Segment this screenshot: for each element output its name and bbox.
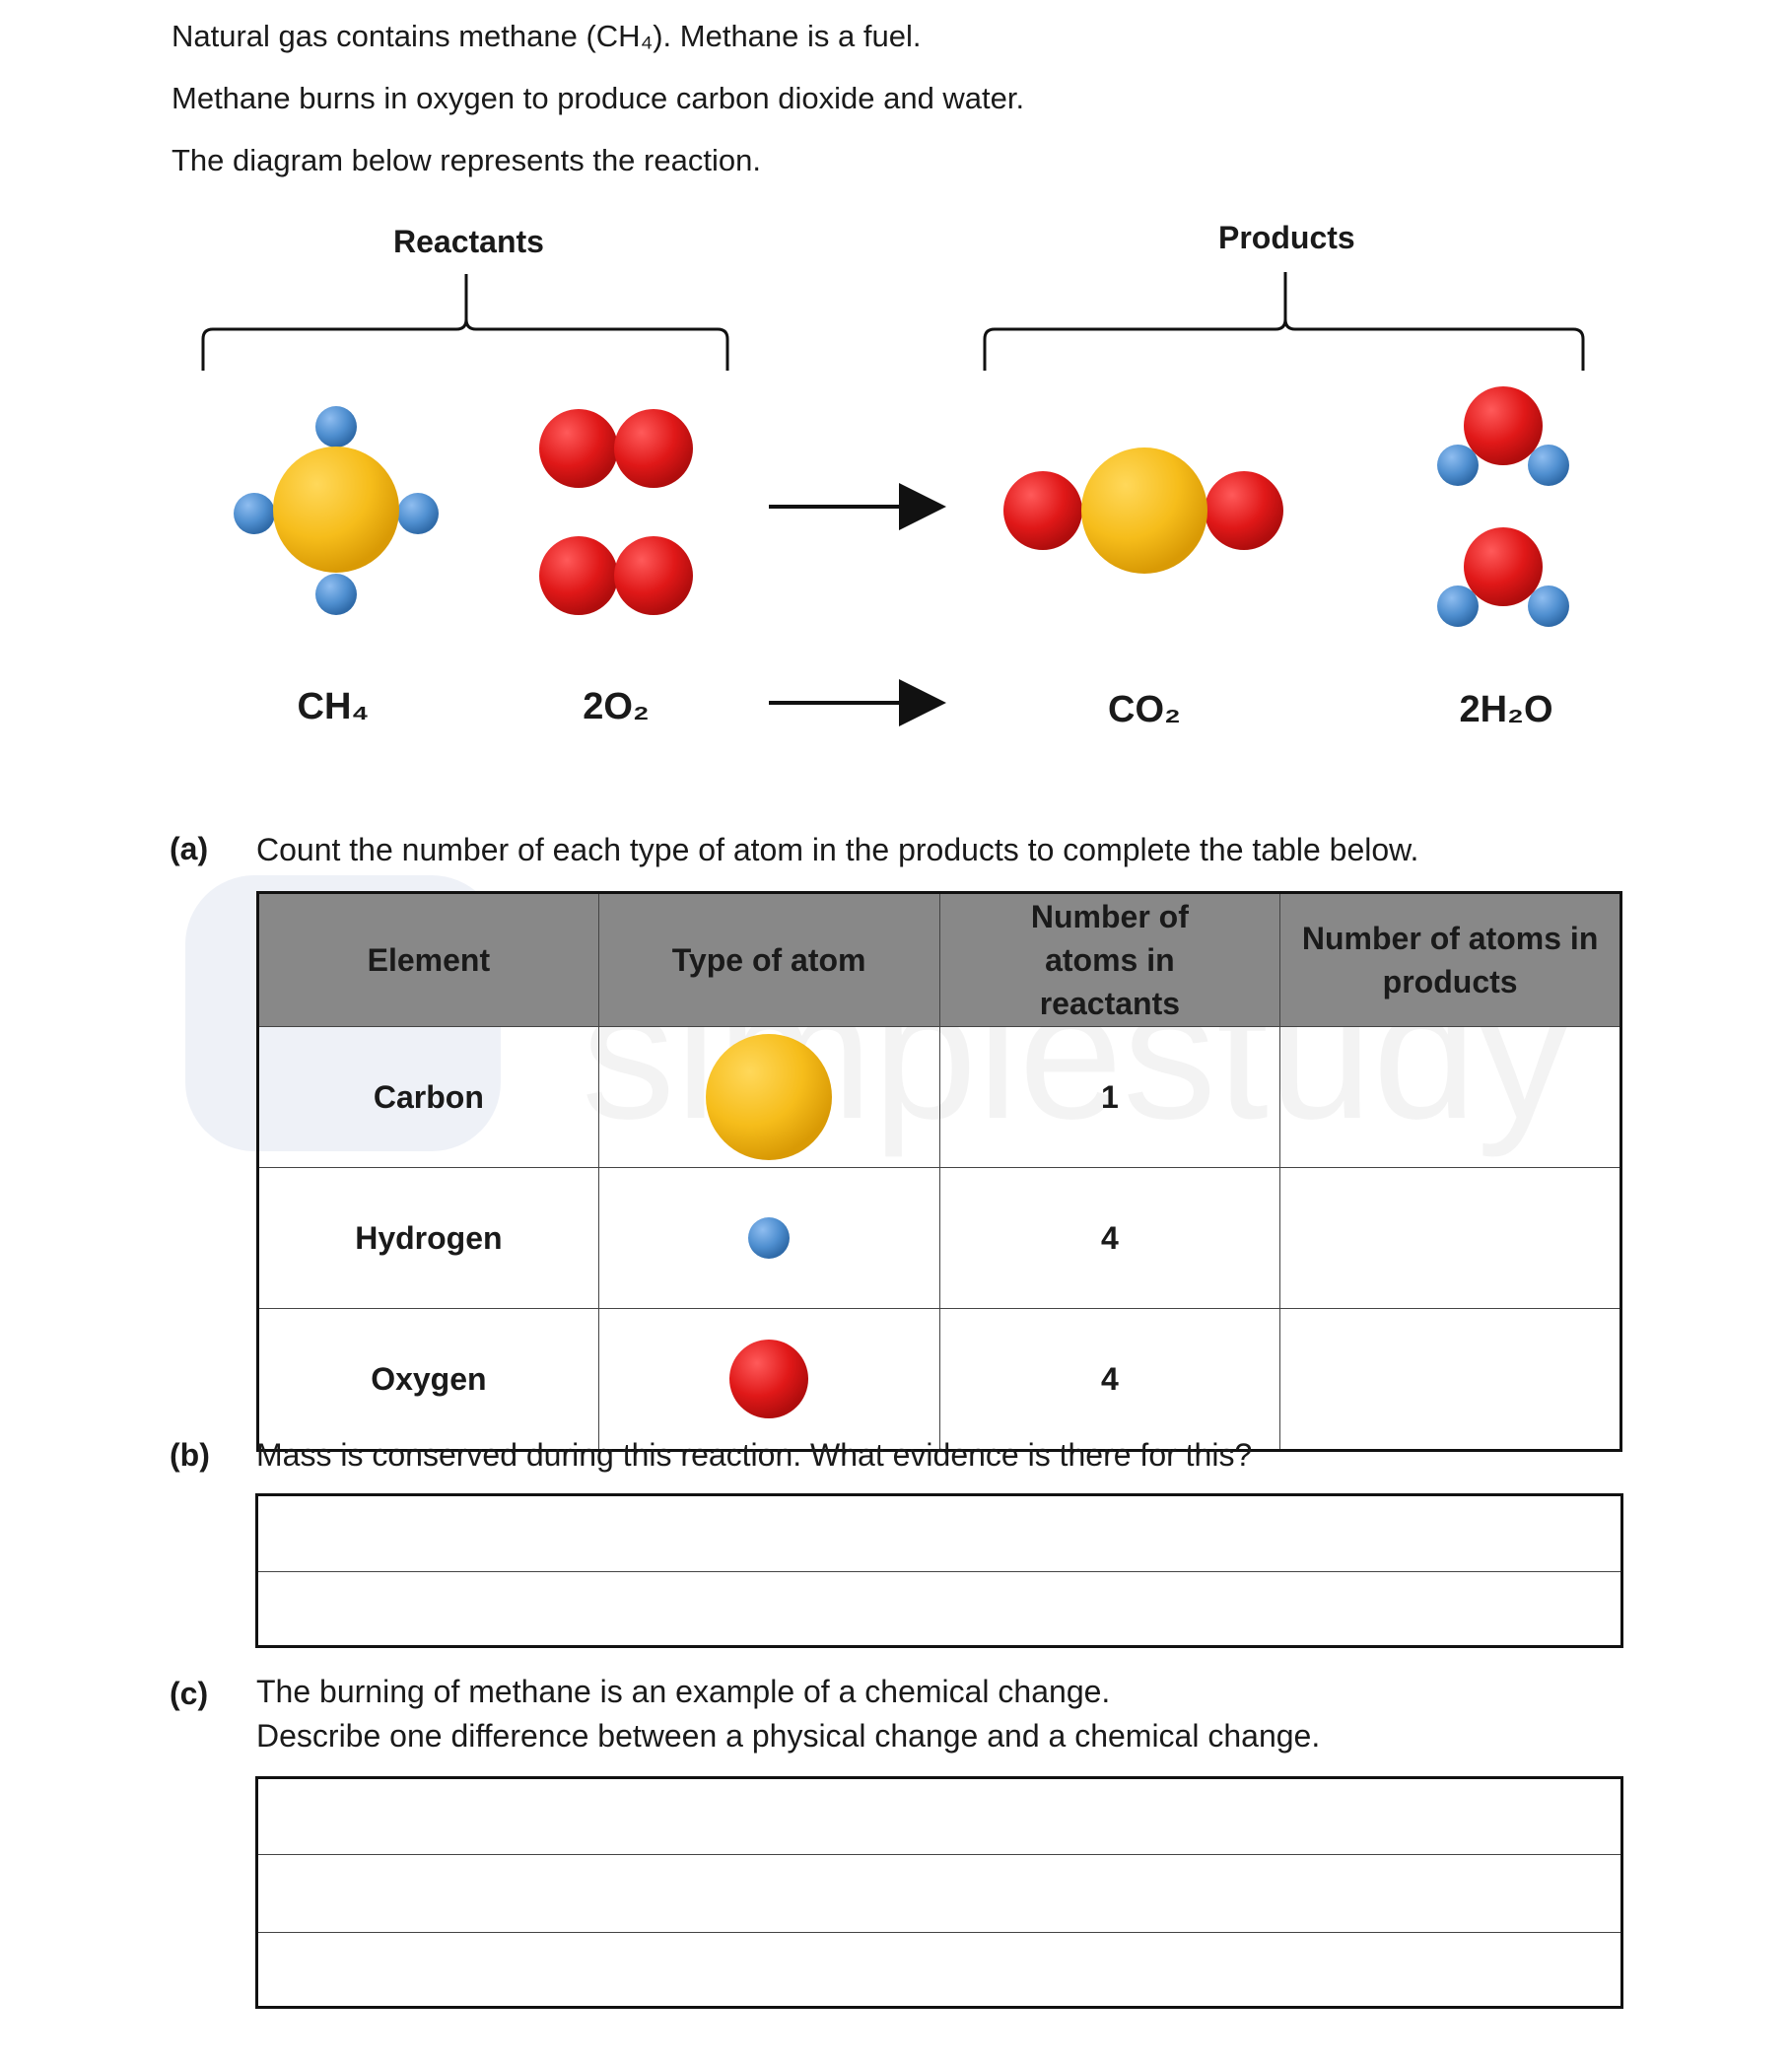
reactants-bracket	[203, 274, 727, 371]
hydrogen-atom	[1528, 445, 1569, 486]
header-type-of-atom: Type of atom	[598, 893, 939, 1027]
intro-line-3: The diagram below represents the reaction.	[172, 143, 761, 177]
hydrogen-atom-icon	[744, 1213, 793, 1263]
reactant-count: 1	[939, 1027, 1280, 1168]
question-b-number: (b)	[170, 1437, 210, 1473]
carbon-dioxide-molecule	[1003, 447, 1283, 574]
formula-methane: CH₄	[297, 686, 370, 727]
products-label: Products	[1218, 220, 1355, 255]
table-row	[258, 1309, 1621, 1451]
answer-box-c[interactable]	[255, 1776, 1623, 2009]
reactant-count: 4	[939, 1168, 1280, 1309]
header-atoms-in-products: Number of atoms in products	[1280, 893, 1621, 1027]
hydrogen-atom	[315, 574, 357, 615]
hydrogen-atom	[1437, 445, 1479, 486]
product-count-answer[interactable]	[1280, 1309, 1621, 1451]
product-count-answer[interactable]	[1280, 1027, 1621, 1168]
table-row	[258, 1027, 1621, 1168]
atom-count-table	[256, 891, 1622, 1452]
products-bracket	[985, 272, 1583, 371]
question-a-text: Count the number of each type of atom in the products to complete the table below.	[256, 832, 1419, 867]
answer-box-b[interactable]	[255, 1493, 1623, 1648]
oxygen-atom	[614, 536, 693, 615]
product-count-answer[interactable]	[1280, 1168, 1621, 1309]
hydrogen-atom	[397, 493, 439, 534]
oxygen-molecules	[539, 409, 693, 615]
hydrogen-atom	[234, 493, 275, 534]
water-molecules	[1437, 386, 1569, 627]
answer-line[interactable]	[258, 1572, 1620, 1645]
carbon-atom	[273, 447, 399, 573]
answer-line[interactable]	[258, 1855, 1620, 1933]
carbon-atom-icon	[700, 1028, 838, 1166]
element-name: Carbon	[258, 1027, 599, 1168]
question-b-text: Mass is conserved during this reaction. What evidence is there for this?	[256, 1437, 1253, 1473]
carbon-atom	[1081, 447, 1207, 574]
oxygen-atom	[1464, 386, 1543, 465]
hydrogen-atom	[1528, 585, 1569, 627]
question-c-text-line-2: Describe one difference between a physical change and a chemical change.	[256, 1718, 1321, 1754]
atom-symbol-cell	[598, 1027, 939, 1168]
table-row	[258, 1168, 1621, 1309]
element-name: Hydrogen	[258, 1168, 599, 1309]
oxygen-atom	[614, 409, 693, 488]
answer-line[interactable]	[258, 1933, 1620, 2006]
intro-line-2: Methane burns in oxygen to produce carbon dioxide and water.	[172, 81, 1025, 115]
reaction-diagram	[0, 0, 1792, 789]
reactant-count: 4	[939, 1309, 1280, 1451]
oxygen-atom-icon	[724, 1335, 813, 1423]
methane-molecule	[234, 406, 439, 615]
header-element: Element	[258, 893, 599, 1027]
reactants-label: Reactants	[393, 224, 544, 259]
question-c-text-line-1: The burning of methane is an example of a chemical change.	[256, 1674, 1111, 1709]
question-a-number: (a)	[170, 831, 209, 866]
answer-line[interactable]	[258, 1779, 1620, 1855]
atom-symbol-cell	[598, 1309, 939, 1451]
formula-water: 2H₂O	[1459, 689, 1553, 730]
header-atoms-in-reactants: Number of atoms in reactants	[939, 893, 1280, 1027]
oxygen-atom	[1003, 471, 1082, 550]
element-name: Oxygen	[258, 1309, 599, 1451]
oxygen-atom	[539, 536, 618, 615]
atom-symbol-cell	[598, 1168, 939, 1309]
formula-oxygen: 2O₂	[583, 686, 650, 727]
oxygen-atom	[1205, 471, 1283, 550]
table-header-row	[258, 893, 1621, 1027]
answer-line[interactable]	[258, 1496, 1620, 1572]
intro-line-1: Natural gas contains methane (CH₄). Methane is a fuel.	[172, 19, 922, 53]
oxygen-atom	[539, 409, 618, 488]
question-c-number: (c)	[170, 1676, 209, 1711]
oxygen-atom	[1464, 527, 1543, 606]
hydrogen-atom	[1437, 585, 1479, 627]
hydrogen-atom	[315, 406, 357, 447]
formula-carbon-dioxide: CO₂	[1108, 689, 1181, 730]
